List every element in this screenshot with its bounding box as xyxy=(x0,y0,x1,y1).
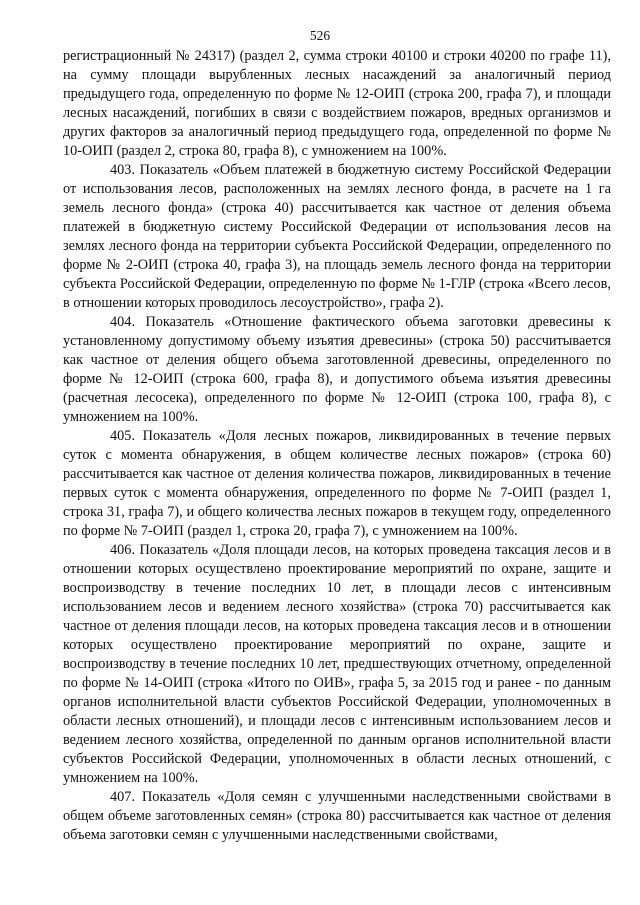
page-number: 526 xyxy=(309,28,331,43)
document-body xyxy=(63,47,611,845)
paragraph-406: 406. Показатель «Доля площади лесов, на которых проведена таксация лесов и в отношении которых осуществлено проектирование мероприятий по охране, защите и воспроизводству в течение последних 10 лет, в площади лесов с интенсивным использованием лесов и ведением лесного хозяйства» (строка 70) рассчитывается как частное от деления площади лесов, на которых проведена таксация лесов и в отношении которых осуществлено проектирование мероприятий по охране, защите и воспроизводству в течение последних 10 лет, предшествующих отчетному, определенной по форме № 14-ОИП (строка «Итого по ОИВ», графа 5, за 2015 год и ранее - по данным органов исполнительной власти субъектов Российской Федерации, уполномоченных в области лесных отношений), и площади лесов с интенсивным использованием лесов и ведением лесного хозяйства, определенной по данным органов исполнительной власти субъектов Российской Федерации, уполномоченных в области лесных отношений, с умножением на 100%. xyxy=(63,542,611,786)
paragraph-405: 405. Показатель «Доля лесных пожаров, ликвидированных в течение первых суток с момента обнаружения, в общем количестве лесных пожаров» (строка 60) рассчитывается как частное от деления количества пожаров, ликвидированных в течение первых суток с момента обнаружения, определенного по форме № 7-ОИП (раздел 1, строка 31, графа 7), и общего количества лесных пожаров в текущем году, определенного по форме № 7-ОИП (раздел 1, строка 20, графа 7), с умножением на 100%. xyxy=(63,428,611,539)
paragraph-403: 403. Показатель «Объем платежей в бюджетную систему Российской Федерации от использования лесов, расположенных на землях лесного фонда, в расчете на 1 га земель лесного фонда» (строка 40) рассчитывается как частное от деления объема платежей в бюджетную систему Российской Федерации от использования лесов на землях лесного фонда на территории субъекта Российской Федерации, определенного по форме № 2-ОИП (строка 40, графа 3), на площадь земель лесного фонда на территории субъекта Российской Федерации, определенную по форме № 1-ГЛР (строка «Всего лесов, в отношении которых проводилось лесоустройство», графа 2). xyxy=(63,162,611,311)
paragraph-407: 407. Показатель «Доля семян с улучшенными наследственными свойствами в общем объеме заготовленных семян» (строка 80) рассчитывается как частное от деления объема заготовки семян с улучшенными наследственными свойствами, xyxy=(63,789,611,843)
paragraph-continuation: регистрационный № 24317) (раздел 2, сумма строки 40100 и строки 40200 по графе 11), на сумму площади вырубленных лесных насаждений за аналогичный период предыдущего года, определенную по форме № 12-ОИП (строка 200, графа 7), и площади лесных насаждений, погибших в связи с воздействием пожаров, вредных организмов и других факторов за аналогичный период предыдущего года, определенной по форме № 10-ОИП (раздел 2, строка 80, графа 8), с умножением на 100%. xyxy=(63,48,611,159)
paragraph-404: 404. Показатель «Отношение фактического объема заготовки древесины к установленному допустимому объему изъятия древесины» (строка 50) рассчитывается как частное от деления общего объема заготовленной древесины, определенного по форме № 12-ОИП (строка 600, графа 8), и допустимого объема изъятия древесины (расчетная лесосека), определенного по форме № 12-ОИП (строка 100, графа 8), с умножением на 100%. xyxy=(63,314,611,425)
